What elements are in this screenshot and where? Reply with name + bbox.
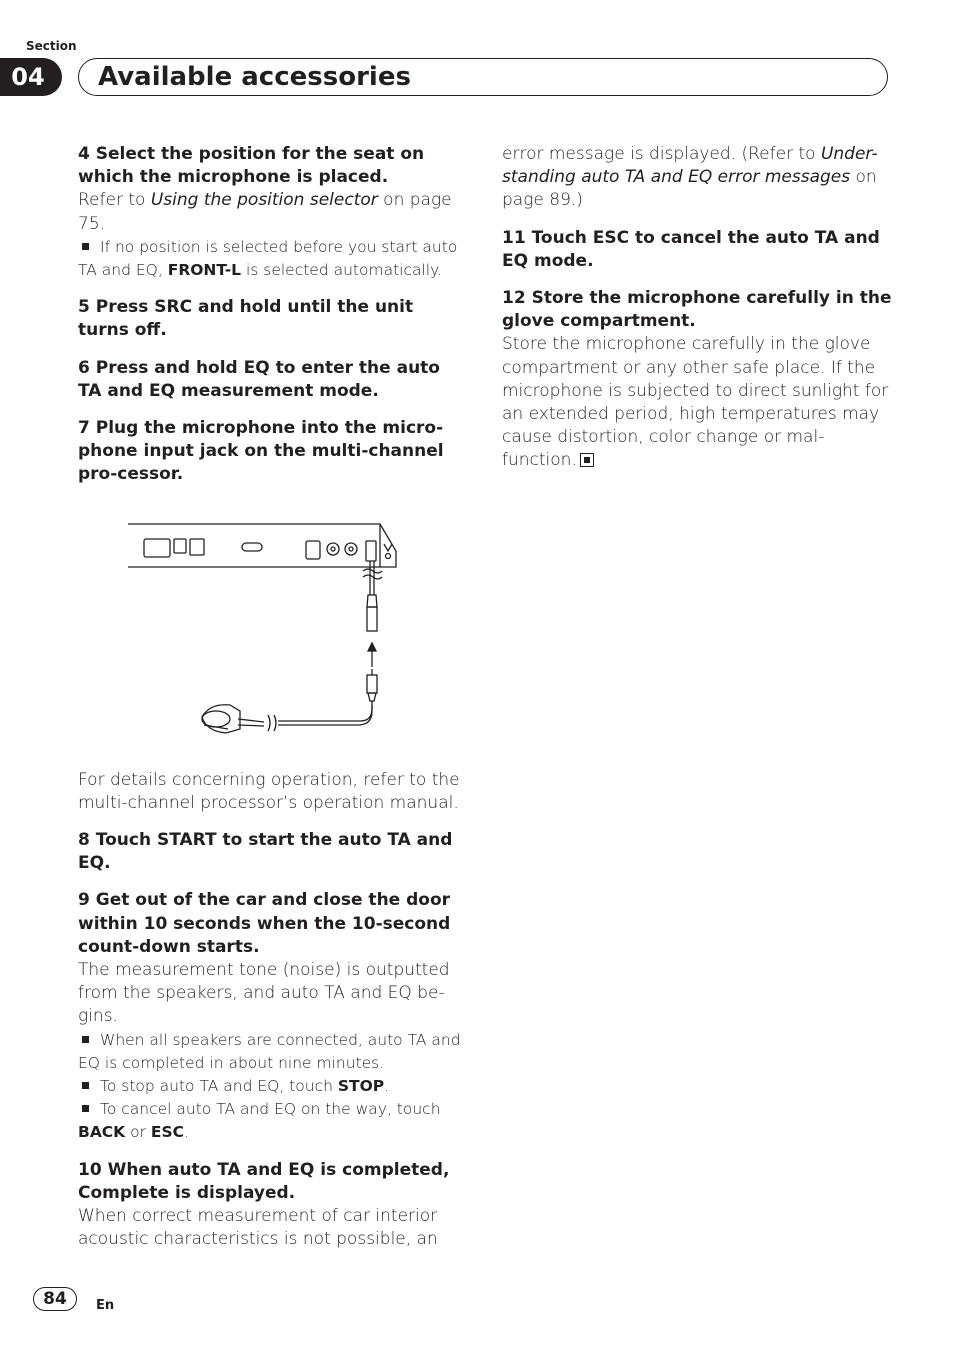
step-12-body: Store the microphone carefully in the glove compartment or any other safe place. If the microphone is subjected to direct sunlight for an extended period, high temperatures may cause distortion, color change or mal-function.: [502, 334, 889, 471]
end-of-section-icon: [580, 453, 594, 467]
cross-reference: Using the position selector: [150, 190, 378, 211]
plug-housing: [367, 607, 377, 631]
loose-plug: [367, 675, 377, 693]
right-column: [502, 143, 892, 473]
rca-jack-2: [345, 543, 357, 555]
microphone-icon: [202, 704, 240, 732]
page-number: 84: [33, 1287, 77, 1311]
left-column: [78, 143, 463, 1252]
step-9-note-3: To cancel auto TA and EQ on the way, touch BACK or ESC.: [78, 1100, 441, 1142]
processor-microphone-illustration: [78, 499, 463, 769]
step-12-heading: 12 Store the microphone carefully in the glove compartment.: [502, 288, 892, 332]
rca-jack-1: [327, 543, 339, 555]
bullet-square-icon: [82, 243, 89, 250]
slot-connector: [242, 543, 262, 551]
step-10-heading: 10 When auto TA and EQ is completed, Complete is displayed.: [78, 1159, 450, 1203]
step-10-body: When correct measurement of car interior acoustic characteristics is not possible, an: [78, 1206, 438, 1250]
optical-jack: [306, 541, 320, 559]
bullet-square-icon: [82, 1105, 89, 1112]
step-10-body-continued: error message is displayed. (Refer to Under-standing auto TA and EQ error messages on page 89.): [502, 144, 878, 211]
step-5-heading: 5 Press SRC and hold until the unit turns off.: [78, 297, 414, 341]
step-4-note: If no position is selected before you start auto TA and EQ, FRONT-L is selected automatically.: [78, 237, 458, 280]
step-7-heading: 7 Plug the microphone into the micro-phone input jack on the multi-channel pro-cessor.: [78, 418, 444, 485]
step-9-body: The measurement tone (noise) is outputted from the speakers, and auto TA and EQ be-gins.: [78, 960, 450, 1027]
figure-caption: For details concerning operation, refer to the multi-channel processor’s operation manual.: [78, 769, 460, 813]
step-4-body: Refer to Using the position selector on page 75.: [78, 190, 452, 234]
section-label: Section: [26, 39, 77, 53]
bullet-square-icon: [82, 1082, 89, 1089]
page-title: Available accessories: [98, 62, 411, 92]
step-9-note-1: When all speakers are connected, auto TA and EQ is completed in about nine minutes.: [78, 1030, 461, 1072]
step-9-heading: 9 Get out of the car and close the door within 10 seconds when the 10-second count-down starts.: [78, 890, 451, 957]
mic-input-jack: [366, 541, 376, 561]
step-8-heading: 8 Touch START to start the auto TA and EQ.: [78, 830, 453, 874]
bullet-square-icon: [82, 1036, 89, 1043]
connector-block: [144, 539, 170, 557]
step-9-note-2: To stop auto TA and EQ, touch STOP.: [78, 1075, 463, 1098]
cross-reference: Under-standing auto TA and EQ error messages: [502, 144, 878, 188]
section-number-badge: 04: [0, 58, 62, 96]
microphone-connection-figure: [78, 499, 463, 769]
mic-symbol-icon: [384, 544, 392, 551]
step-6-heading: 6 Press and hold EQ to enter the auto TA and EQ measurement mode.: [78, 357, 440, 401]
step-11-heading: 11 Touch ESC to cancel the auto TA and EQ mode.: [502, 227, 880, 271]
language-code: En: [96, 1298, 115, 1313]
step-4-heading: 4 Select the position for the seat on which the microphone is placed.: [78, 144, 425, 188]
